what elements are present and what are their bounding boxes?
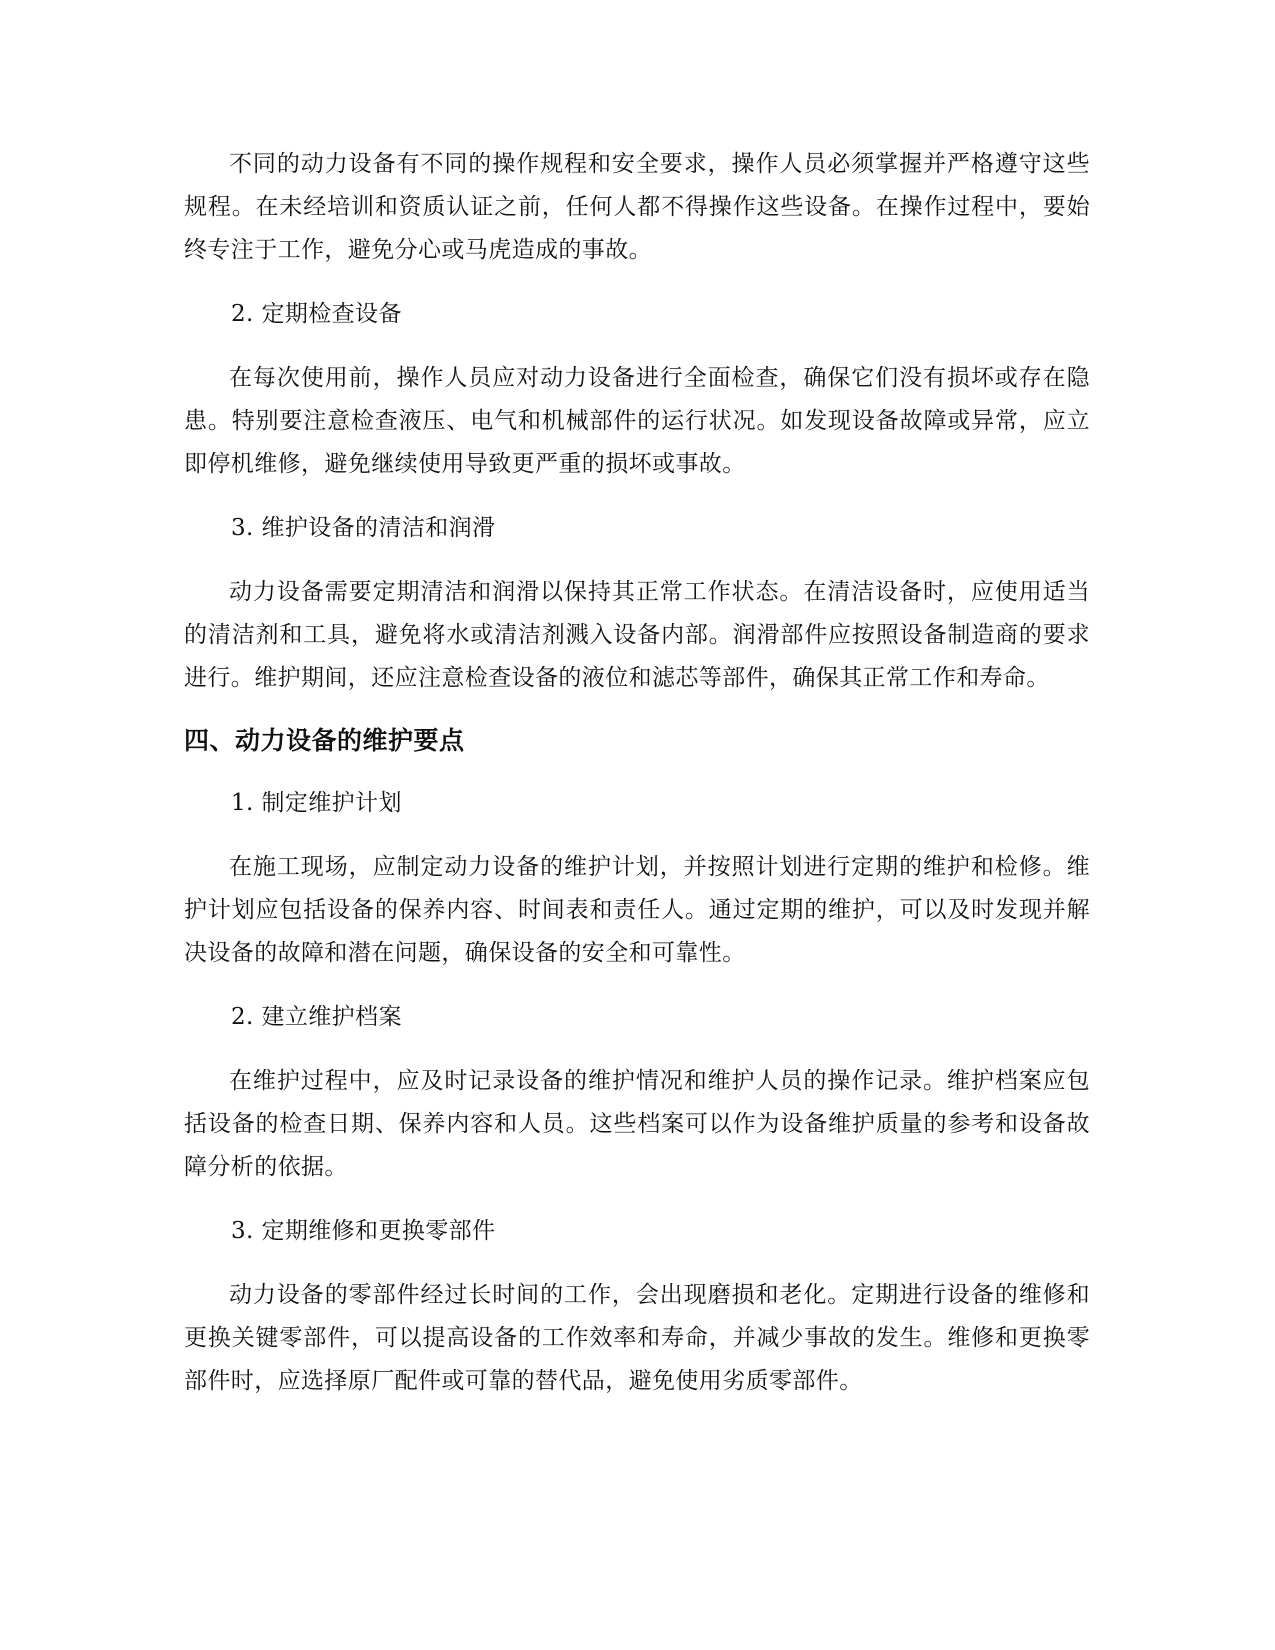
list-item-maintenance-records: 2. 建立维护档案: [231, 1004, 402, 1030]
paragraph-maintenance-records: 在维护过程中，应及时记录设备的维护情况和维护人员的操作记录。维护档案应包括设备的检查日期、保养内容和人员。这些档案可以作为设备维护质量的参考和设备故障分析的依据。: [184, 1068, 1090, 1180]
section-heading-maintenance-points: 四、动力设备的维护要点: [184, 726, 465, 755]
list-item-maintenance-plan: 1. 制定维护计划: [231, 790, 402, 816]
paragraph-repair-replace-parts: 动力设备的零部件经过长时间的工作，会出现磨损和老化。定期进行设备的维修和更换关键零部件，可以提高设备的工作效率和寿命，并减少事故的发生。维修和更换零部件时，应选择原厂配件或可靠的替代品，避免使用劣质零部件。: [184, 1282, 1090, 1394]
document-page: [184, 143, 1090, 1403]
paragraph-cleaning-lubrication: 动力设备需要定期清洁和润滑以保持其正常工作状态。在清洁设备时，应使用适当的清洁剂和工具，避免将水或清洁剂溅入设备内部。润滑部件应按照设备制造商的要求进行。维护期间，还应注意检查设备的液位和滤芯等部件，确保其正常工作和寿命。: [184, 579, 1090, 691]
list-item-cleaning-lubrication: 3. 维护设备的清洁和润滑: [231, 515, 496, 541]
paragraph-maintenance-plan: 在施工现场，应制定动力设备的维护计划，并按照计划进行定期的维护和检修。维护计划应包括设备的保养内容、时间表和责任人。通过定期的维护，可以及时发现并解决设备的故障和潜在问题，确保设备的安全和可靠性。: [184, 854, 1090, 966]
paragraph-inspection: 在每次使用前，操作人员应对动力设备进行全面检查，确保它们没有损坏或存在隐患。特别要注意检查液压、电气和机械部件的运行状况。如发现设备故障或异常，应立即停机维修，避免继续使用导致更严重的损坏或事故。: [184, 365, 1090, 477]
paragraph-operating-rules: 不同的动力设备有不同的操作规程和安全要求，操作人员必须掌握并严格遵守这些规程。在未经培训和资质认证之前，任何人都不得操作这些设备。在操作过程中，要始终专注于工作，避免分心或马虎造成的事故。: [184, 151, 1090, 263]
list-item-repair-replace-parts: 3. 定期维修和更换零部件: [231, 1218, 496, 1244]
list-item-regular-inspection: 2. 定期检查设备: [231, 301, 402, 327]
